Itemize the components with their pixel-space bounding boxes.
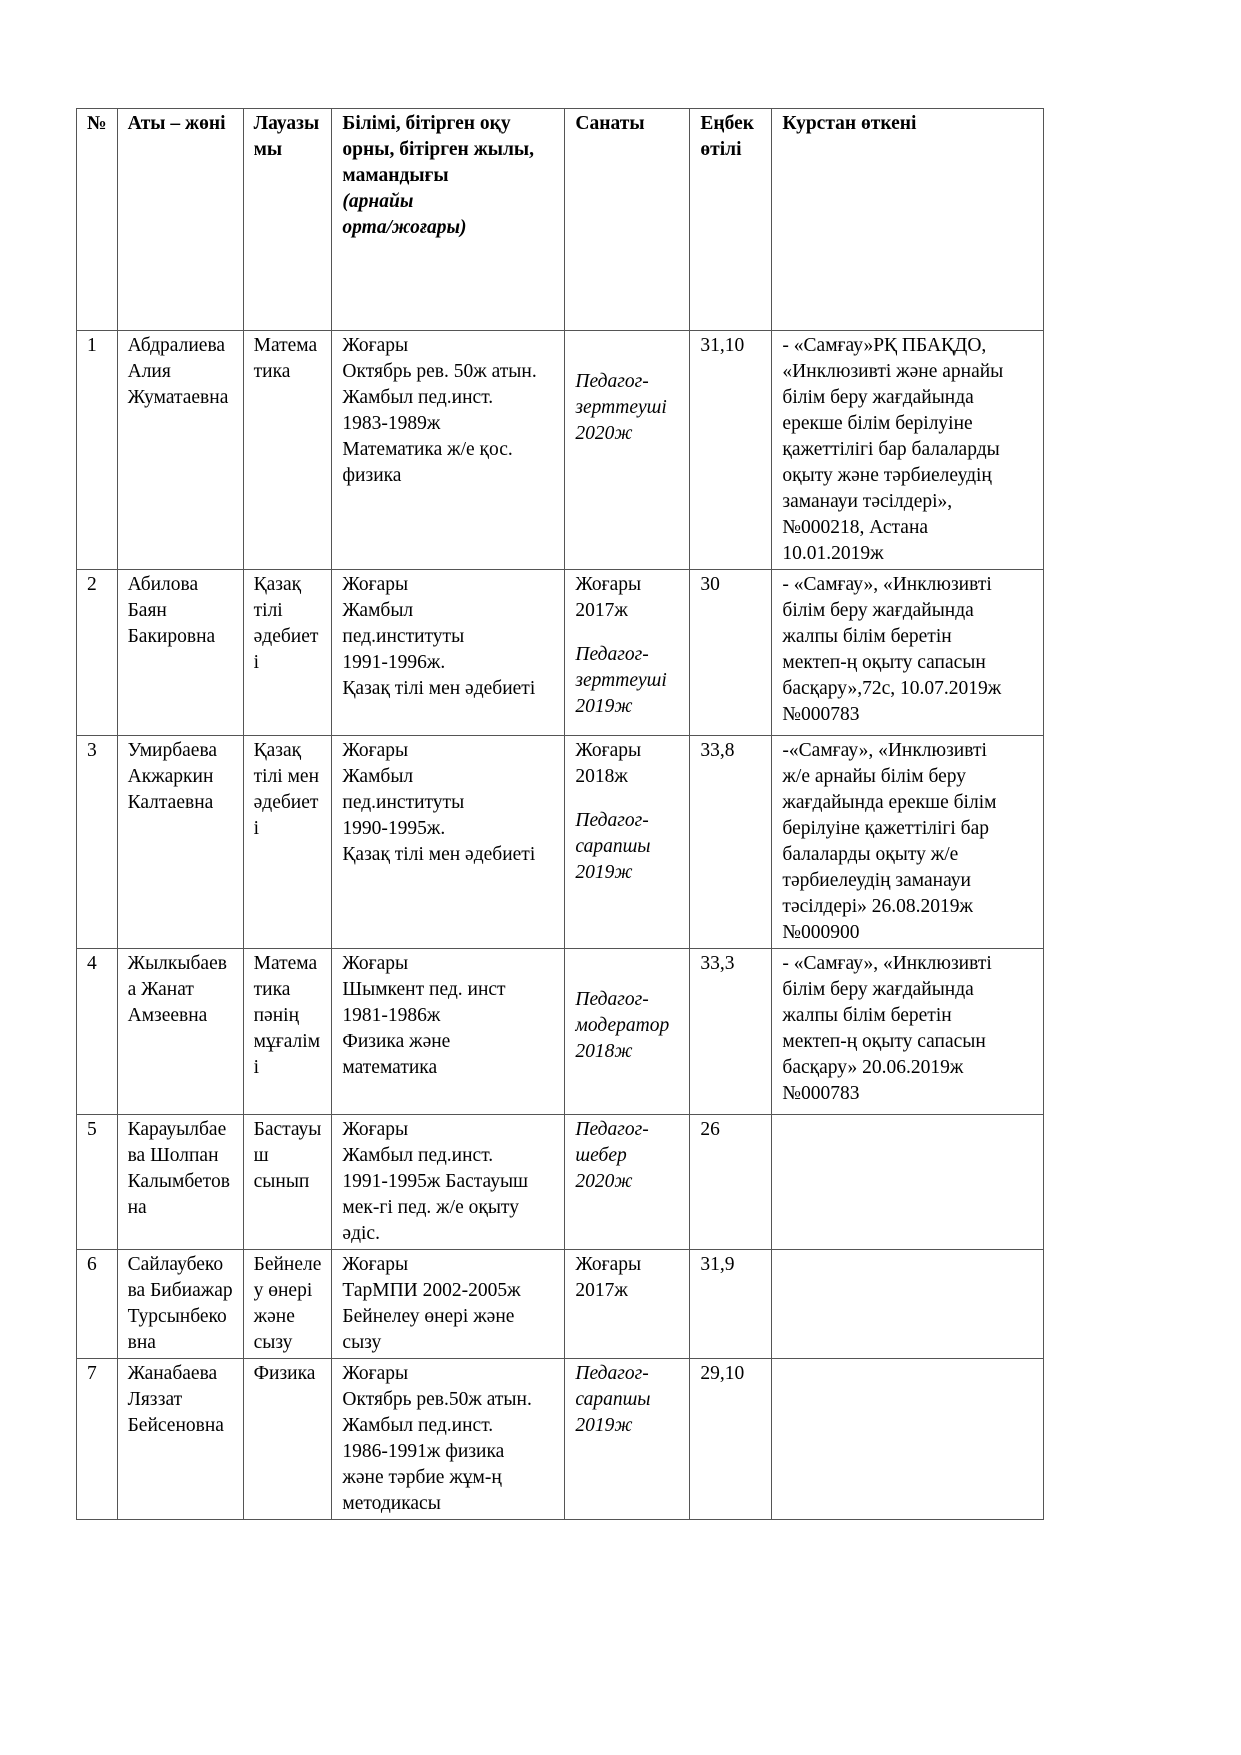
header-position: [243, 109, 332, 331]
course-line: білім беру жағдайында: [782, 979, 974, 1000]
course-line: жалпы білім беретін: [782, 1005, 952, 1026]
education-line: Физика және: [342, 1031, 451, 1052]
cell-number: [77, 1115, 118, 1250]
category-line: Жоғары: [575, 1254, 642, 1275]
category-gap: [575, 624, 679, 642]
name-line: Акжаркин: [127, 766, 214, 787]
name-line: Баян: [127, 600, 167, 621]
education-line: Октябрь рев. 50ж атын.: [342, 361, 537, 382]
course-line: мектеп-ң оқыту сапасын: [782, 1031, 986, 1052]
position-line: және: [253, 1306, 295, 1327]
header-category: [565, 109, 690, 331]
header-text-line: орны, бітірген жылы,: [342, 139, 535, 160]
header-note-line: орта/жоғары): [342, 217, 467, 238]
experience-text: 26: [700, 1119, 720, 1140]
education-line: Жоғары: [342, 740, 409, 761]
course-line: мектеп-ң оқыту сапасын: [782, 652, 986, 673]
experience-text: 30: [700, 574, 720, 595]
position-line: сынып: [253, 1171, 310, 1192]
cell-courses: [772, 1359, 1044, 1520]
education-line: Жоғары: [342, 335, 409, 356]
course-line: білім беру жағдайында: [782, 387, 974, 408]
number-text: 2: [87, 574, 97, 595]
cell-name: [117, 1115, 243, 1250]
education-line: 1986-1991ж физика: [342, 1441, 505, 1462]
category-line: зерттеуші: [575, 670, 667, 691]
position-line: Бастауы: [253, 1119, 322, 1140]
position-line: мұғалім: [253, 1031, 321, 1052]
cell-education: [332, 1250, 565, 1359]
cell-experience: [690, 1250, 772, 1359]
cell-name: [117, 736, 243, 949]
education-line: пед.институты: [342, 626, 465, 647]
cell-position: [243, 1359, 332, 1520]
cell-position: [243, 736, 332, 949]
education-line: 1981-1986ж: [342, 1005, 441, 1026]
staff-table: [76, 108, 1044, 1520]
number-text: 6: [87, 1254, 97, 1275]
name-line: вна: [127, 1332, 156, 1353]
course-line: №000783: [782, 1083, 860, 1104]
education-line: физика: [342, 465, 402, 486]
cell-courses: [772, 949, 1044, 1115]
course-line: басқару»,72с, 10.07.2019ж: [782, 678, 1002, 699]
name-line: Калтаевна: [127, 792, 214, 813]
cell-courses: [772, 736, 1044, 949]
cell-courses: [772, 570, 1044, 736]
cell-experience: [690, 331, 772, 570]
category-line: Жоғары: [575, 574, 642, 595]
experience-text: 31,9: [700, 1254, 735, 1275]
course-line: - «Самғау», «Инклюзивті: [782, 953, 992, 974]
table-row: [77, 331, 1044, 570]
number-text: 4: [87, 953, 97, 974]
education-line: Жамбыл пед.инст.: [342, 387, 494, 408]
cell-position: [243, 331, 332, 570]
cell-number: [77, 736, 118, 949]
header-number: [77, 109, 118, 331]
education-line: Қазақ тілі мен әдебиеті: [342, 844, 536, 865]
cell-category: [565, 570, 690, 736]
number-text: 7: [87, 1363, 97, 1384]
education-line: 1991-1996ж.: [342, 652, 446, 673]
position-line: сызу: [253, 1332, 293, 1353]
header-text-line: өтілі: [700, 139, 742, 160]
cell-position: [243, 1250, 332, 1359]
education-line: Жамбыл: [342, 600, 414, 621]
course-line: №000218, Астана: [782, 517, 929, 538]
category-line: зерттеуші: [575, 397, 667, 418]
education-line: сызу: [342, 1332, 382, 1353]
name-line: Калымбетов: [127, 1171, 230, 1192]
position-line: тілі мен: [253, 766, 320, 787]
name-line: Карауылбае: [127, 1119, 227, 1140]
category-line: модератор: [575, 1015, 670, 1036]
cell-category: [565, 1115, 690, 1250]
name-line: а Жанат: [127, 979, 194, 1000]
education-line: Қазақ тілі мен әдебиеті: [342, 678, 536, 699]
cell-experience: [690, 1359, 772, 1520]
cell-experience: [690, 736, 772, 949]
experience-text: 33,8: [700, 740, 735, 761]
position-line: Қазақ: [253, 740, 302, 761]
name-line: Турсынбеко: [127, 1306, 227, 1327]
course-line: басқару» 20.06.2019ж: [782, 1057, 964, 1078]
education-line: ТарМПИ 2002-2005ж: [342, 1280, 521, 1301]
cell-courses: [772, 1250, 1044, 1359]
table-row: [77, 736, 1044, 949]
category-line: Педагог-: [575, 1119, 649, 1140]
category-line: 2017ж: [575, 1280, 628, 1301]
header-text-line: Білімі, бітірген оқу: [342, 113, 511, 134]
course-line: - «Самғау», «Инклюзивті: [782, 574, 992, 595]
category-line: 2020ж: [575, 1171, 633, 1192]
position-line: тілі: [253, 600, 283, 621]
name-line: Абилова: [127, 574, 199, 595]
category-gap: [575, 790, 679, 808]
education-line: және тәрбие жұм-ң: [342, 1467, 502, 1488]
course-line: 10.01.2019ж: [782, 543, 884, 564]
category-line: 2019ж: [575, 862, 633, 883]
category-gap: [575, 351, 679, 369]
education-line: Жамбыл: [342, 766, 414, 787]
cell-position: [243, 949, 332, 1115]
position-line: Бейнеле: [253, 1254, 322, 1275]
position-line: і: [253, 652, 260, 673]
position-line: і: [253, 1057, 260, 1078]
experience-text: 29,10: [700, 1363, 745, 1384]
header-text-line: Аты – жөні: [127, 113, 226, 134]
header-name: [117, 109, 243, 331]
course-line: ерекше білім берілуіне: [782, 413, 973, 434]
table-header-row: [77, 109, 1044, 331]
position-line: әдебиет: [253, 792, 319, 813]
header-text-line: Санаты: [575, 113, 645, 134]
category-line: Педагог-: [575, 371, 649, 392]
name-line: на: [127, 1197, 147, 1218]
education-line: Жоғары: [342, 953, 409, 974]
cell-number: [77, 949, 118, 1115]
category-line: 2017ж: [575, 600, 628, 621]
position-line: у өнері: [253, 1280, 313, 1301]
name-line: Бейсеновна: [127, 1415, 224, 1436]
education-line: Жамбыл пед.инст.: [342, 1415, 494, 1436]
table-row: [77, 949, 1044, 1115]
position-line: тика: [253, 361, 291, 382]
category-line: Педагог-: [575, 1363, 649, 1384]
category-line: 2018ж: [575, 766, 628, 787]
table-row: [77, 1115, 1044, 1250]
name-line: Амзеевна: [127, 1005, 208, 1026]
header-courses: [772, 109, 1044, 331]
header-text-line: мамандығы: [342, 165, 449, 186]
experience-text: 31,10: [700, 335, 745, 356]
number-text: 1: [87, 335, 97, 356]
name-line: Абдралиева: [127, 335, 226, 356]
position-line: Қазақ: [253, 574, 302, 595]
position-line: Физика: [253, 1363, 316, 1384]
category-line: 2020ж: [575, 423, 633, 444]
cell-experience: [690, 1115, 772, 1250]
category-gap: [575, 951, 679, 969]
name-line: Бакировна: [127, 626, 216, 647]
education-line: методикасы: [342, 1493, 441, 1514]
education-line: Математика ж/е қос.: [342, 439, 513, 460]
position-line: әдебиет: [253, 626, 319, 647]
cell-category: [565, 1359, 690, 1520]
course-line: заманауи тәсілдері»,: [782, 491, 953, 512]
education-line: Октябрь рев.50ж атын.: [342, 1389, 532, 1410]
education-line: Жоғары: [342, 574, 409, 595]
cell-number: [77, 1359, 118, 1520]
position-line: тика: [253, 979, 291, 1000]
course-line: ж/е арнайы білім беру: [782, 766, 967, 787]
category-line: сарапшы: [575, 1389, 651, 1410]
cell-name: [117, 570, 243, 736]
education-line: Жоғары: [342, 1363, 409, 1384]
category-line: Жоғары: [575, 740, 642, 761]
course-line: берілуіне қажеттілігі бар: [782, 818, 989, 839]
table-row: [77, 1359, 1044, 1520]
name-line: ва Бибиажар: [127, 1280, 233, 1301]
category-gap: [575, 969, 679, 987]
table-row: [77, 1250, 1044, 1359]
header-education: [332, 109, 565, 331]
position-line: і: [253, 818, 260, 839]
header-text-line: Еңбек: [700, 113, 755, 134]
category-line: 2018ж: [575, 1041, 633, 1062]
course-line: жағдайында ерекше білім: [782, 792, 997, 813]
course-line: қажеттілігі бар балаларды: [782, 439, 1000, 460]
name-line: ва Шолпан: [127, 1145, 219, 1166]
experience-text: 33,3: [700, 953, 735, 974]
education-line: әдіс.: [342, 1223, 380, 1244]
number-text: 5: [87, 1119, 97, 1140]
cell-number: [77, 331, 118, 570]
cell-name: [117, 949, 243, 1115]
category-line: сарапшы: [575, 836, 651, 857]
course-line: тәсілдері» 26.08.2019ж: [782, 896, 973, 917]
course-line: білім беру жағдайында: [782, 600, 974, 621]
name-line: Алия: [127, 361, 171, 382]
cell-name: [117, 1359, 243, 1520]
education-line: мек-гі пед. ж/е оқыту: [342, 1197, 519, 1218]
course-line: №000783: [782, 704, 860, 725]
header-text-line: Курстан өткені: [782, 113, 917, 134]
header-text-line: мы: [253, 139, 283, 160]
course-line: тәрбиелеудің заманауи: [782, 870, 971, 891]
cell-name: [117, 331, 243, 570]
cell-education: [332, 949, 565, 1115]
position-line: пәнің: [253, 1005, 300, 1026]
education-line: Жоғары: [342, 1254, 409, 1275]
cell-courses: [772, 331, 1044, 570]
cell-position: [243, 570, 332, 736]
education-line: пед.институты: [342, 792, 465, 813]
cell-category: [565, 1250, 690, 1359]
cell-category: [565, 949, 690, 1115]
education-line: Шымкент пед. инст: [342, 979, 506, 1000]
category-line: Педагог-: [575, 644, 649, 665]
name-line: Жылкыбаев: [127, 953, 227, 974]
cell-education: [332, 1359, 565, 1520]
education-line: Жоғары: [342, 1119, 409, 1140]
education-line: 1990-1995ж.: [342, 818, 446, 839]
category-line: шебер: [575, 1145, 627, 1166]
number-text: 3: [87, 740, 97, 761]
name-line: Жуматаевна: [127, 387, 229, 408]
name-line: Ляззат: [127, 1389, 183, 1410]
cell-education: [332, 331, 565, 570]
cell-category: [565, 331, 690, 570]
category-gap: [575, 333, 679, 351]
course-line: жалпы білім беретін: [782, 626, 952, 647]
position-line: Матема: [253, 335, 318, 356]
cell-category: [565, 736, 690, 949]
header-text-line: №: [87, 113, 107, 134]
education-line: 1983-1989ж: [342, 413, 441, 434]
cell-education: [332, 1115, 565, 1250]
cell-experience: [690, 949, 772, 1115]
course-line: -«Самғау», «Инклюзивті: [782, 740, 987, 761]
position-line: ш: [253, 1145, 269, 1166]
header-note-line: (арнайы: [342, 191, 414, 212]
course-line: балаларды оқыту ж/е: [782, 844, 959, 865]
cell-education: [332, 570, 565, 736]
course-line: - «Самғау»РҚ ПБАҚДО,: [782, 335, 987, 356]
cell-number: [77, 1250, 118, 1359]
course-line: «Инклюзивті және арнайы: [782, 361, 1004, 382]
name-line: Умирбаева: [127, 740, 218, 761]
name-line: Жанабаева: [127, 1363, 218, 1384]
position-line: Матема: [253, 953, 318, 974]
cell-courses: [772, 1115, 1044, 1250]
cell-name: [117, 1250, 243, 1359]
table-row: [77, 570, 1044, 736]
cell-experience: [690, 570, 772, 736]
category-line: Педагог-: [575, 810, 649, 831]
header-experience: [690, 109, 772, 331]
education-line: Жамбыл пед.инст.: [342, 1145, 494, 1166]
cell-education: [332, 736, 565, 949]
category-line: Педагог-: [575, 989, 649, 1010]
header-text-line: Лауазы: [253, 113, 320, 134]
category-line: 2019ж: [575, 1415, 633, 1436]
education-line: 1991-1995ж Бастауыш: [342, 1171, 529, 1192]
category-line: 2019ж: [575, 696, 633, 717]
education-line: математика: [342, 1057, 438, 1078]
name-line: Сайлаубеко: [127, 1254, 224, 1275]
course-line: №000900: [782, 922, 860, 943]
cell-position: [243, 1115, 332, 1250]
cell-number: [77, 570, 118, 736]
course-line: оқыту және тәрбиелеудің: [782, 465, 992, 486]
education-line: Бейнелеу өнері және: [342, 1306, 515, 1327]
